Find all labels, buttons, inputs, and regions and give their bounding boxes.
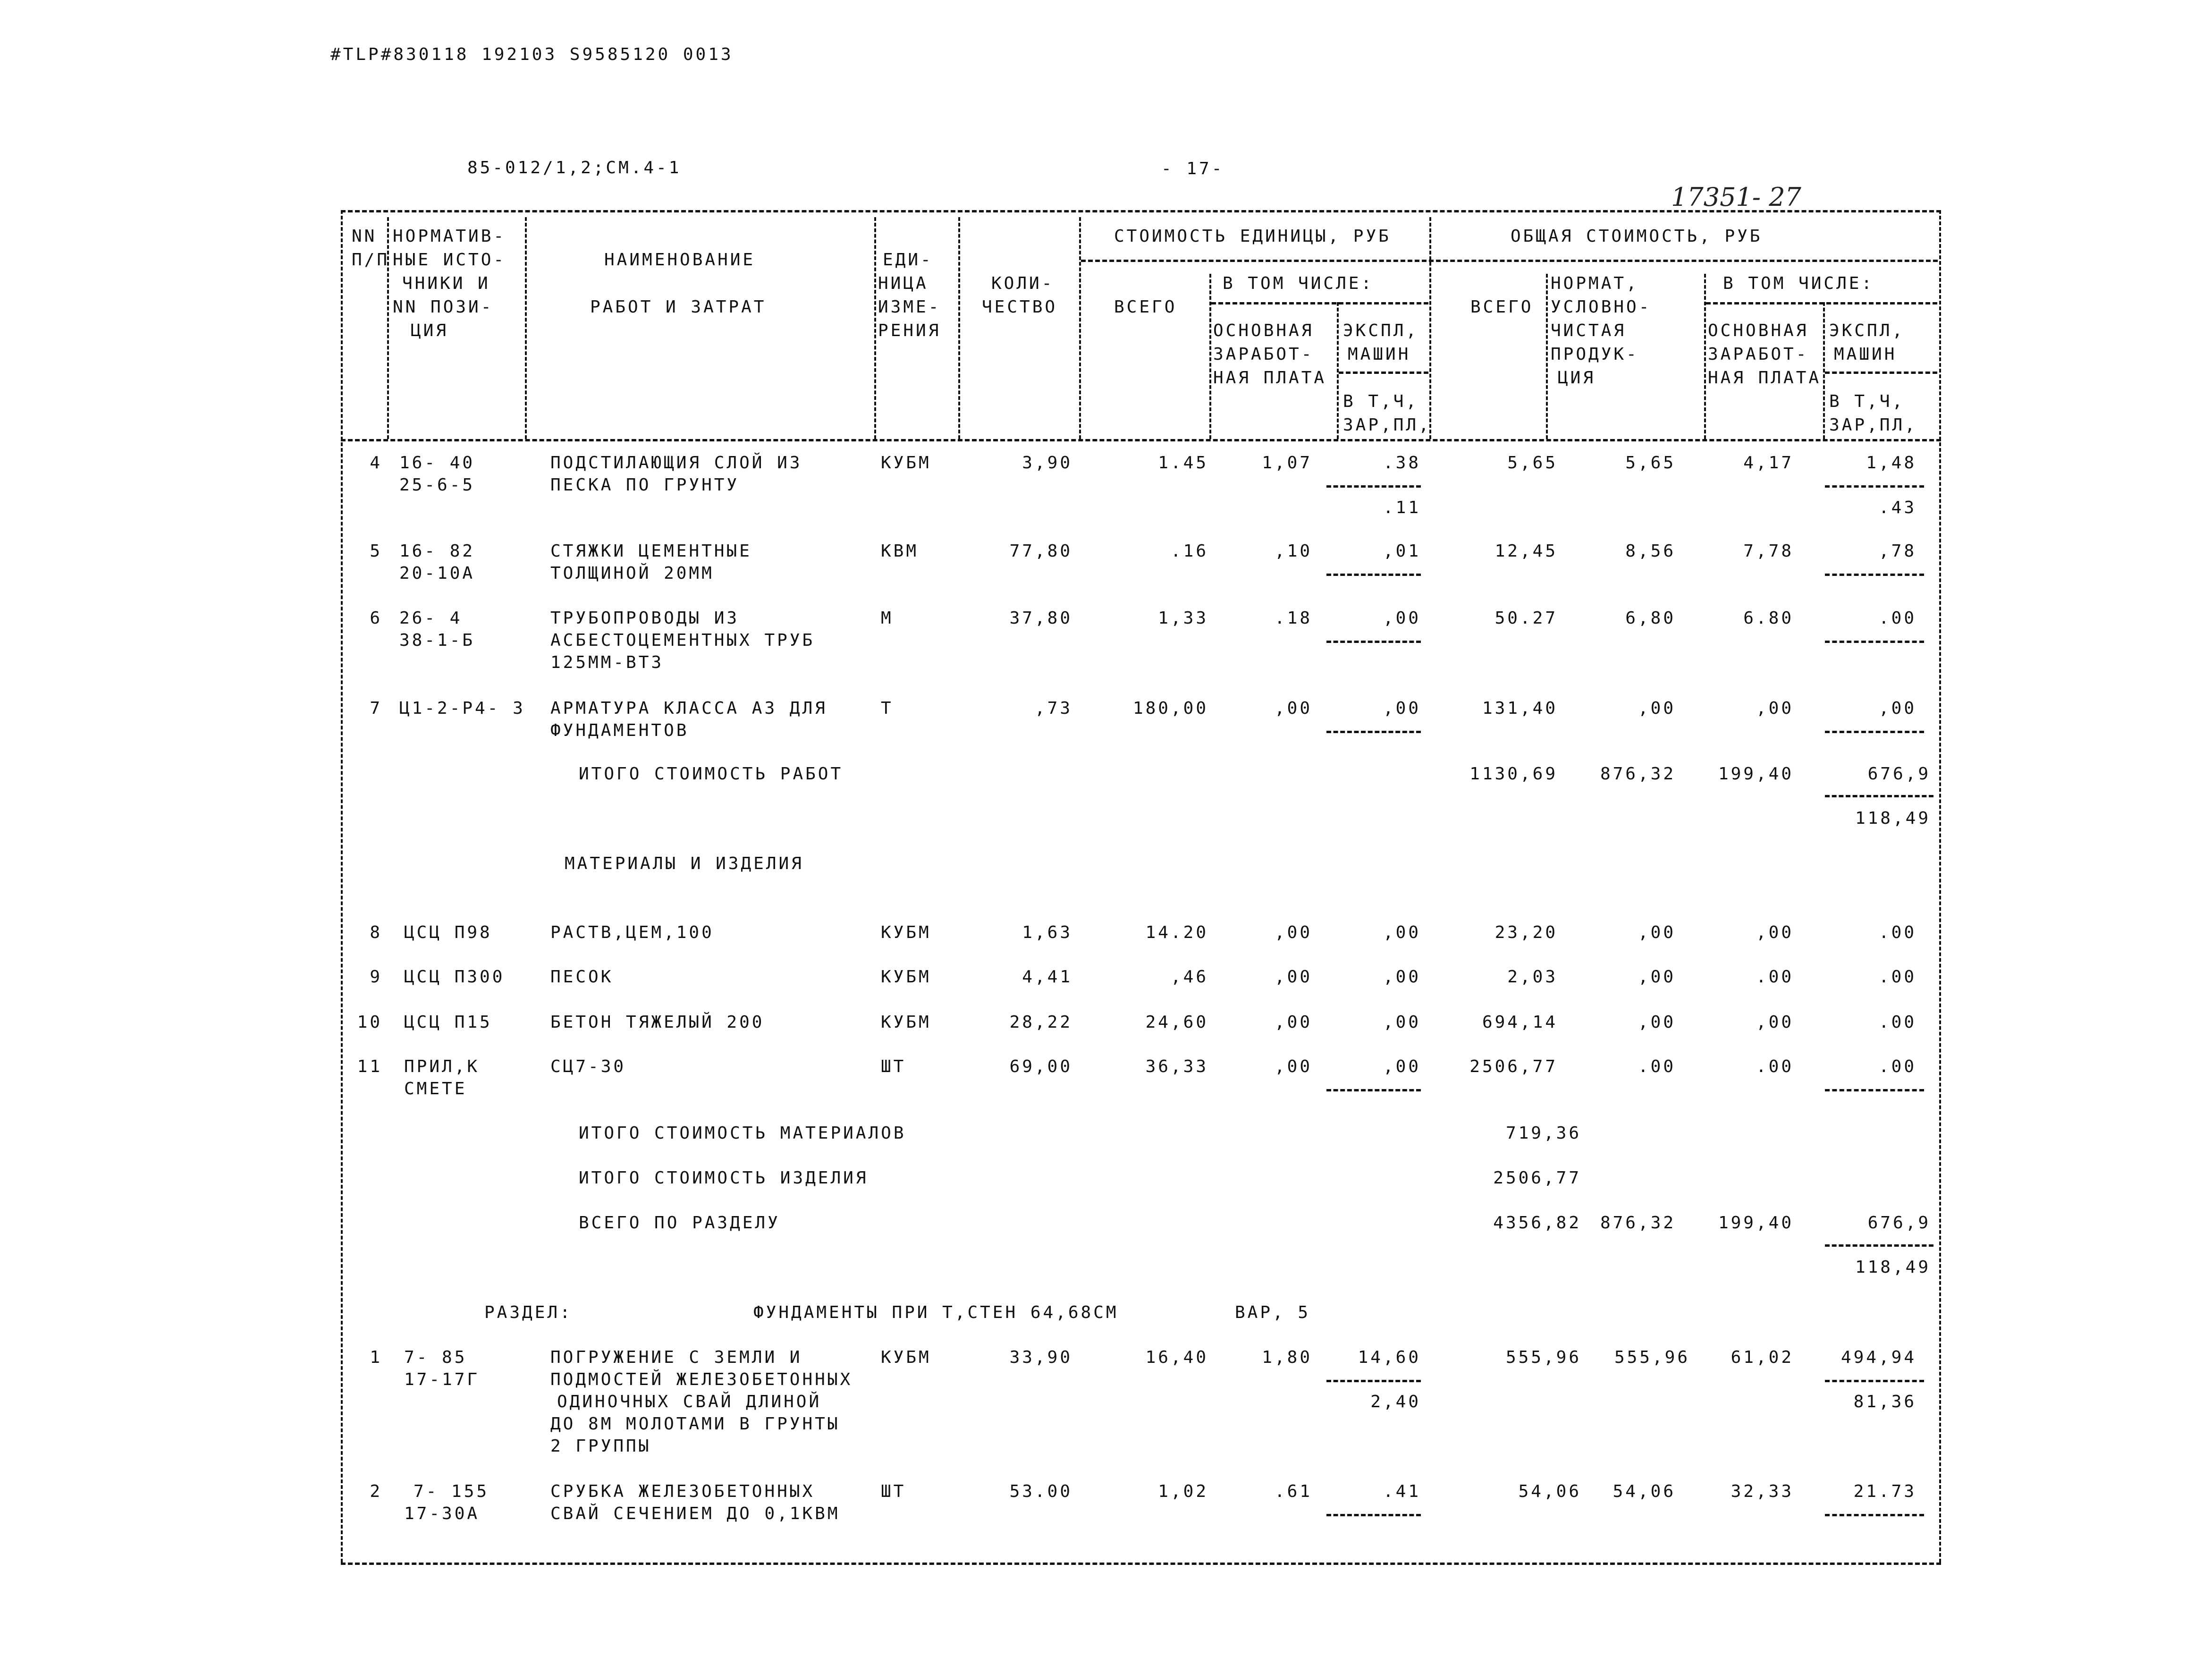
row-total-machines: .00	[1878, 608, 1917, 628]
row-unit-wages: ,00	[1274, 1057, 1312, 1076]
document-code-line: #TLP#830118 192103 S9585120 0013	[330, 45, 734, 64]
row-unit-machines: ,00	[1383, 699, 1421, 718]
subtotal-dash	[1825, 641, 1924, 643]
col-header-unit-cost: СТОИМОСТЬ ЕДИНИЦЫ, РУБ	[1114, 227, 1391, 246]
handwritten-number: 17351- 27	[1671, 182, 1801, 212]
row-name: ПОДМОСТЕЙ ЖЕЛЕЗОБЕТОННЫХ	[550, 1370, 853, 1389]
row-name: ПОГРУЖЕНИЕ С ЗЕМЛИ И	[550, 1348, 802, 1367]
subtotal-dash	[1326, 731, 1421, 733]
row-total-wages: .00	[1756, 1057, 1794, 1076]
row-total-machines: 494,94	[1841, 1348, 1917, 1367]
row-unit-machines: ,00	[1383, 608, 1421, 628]
subtotal-total: 1130,69	[1469, 764, 1558, 784]
row-code: ПРИЛ,К	[404, 1057, 480, 1076]
subtotal-dash	[1825, 574, 1924, 576]
row-unit-machines: ,01	[1383, 541, 1421, 561]
row-total-machines: 21.73	[1853, 1482, 1917, 1501]
row-unit-wages: ,00	[1274, 1013, 1312, 1032]
row-unit-machines: ,00	[1383, 967, 1421, 987]
col-header-unit: ЕДИ-	[883, 250, 933, 270]
row-unit: КУБМ	[881, 967, 931, 987]
subtotal-label: ИТОГО СТОИМОСТЬ РАБОТ	[579, 764, 844, 784]
row-qty: 53.00	[1009, 1482, 1072, 1501]
row-unit-machines: ,00	[1383, 923, 1421, 942]
row-unit: КВМ	[881, 541, 919, 561]
header-separator	[1823, 302, 1825, 439]
header-separator	[525, 217, 527, 439]
row-name: АРМАТУРА КЛАССА А3 ДЛЯ	[550, 699, 827, 718]
col-header-qty: КОЛИ-	[991, 274, 1055, 293]
row-unit: КУБМ	[881, 453, 931, 473]
subtotal-dash	[1825, 1244, 1933, 1247]
row-normat: ,00	[1638, 1013, 1676, 1032]
row-code: 20-10А	[399, 564, 475, 583]
row-name: СВАЙ СЕЧЕНИЕМ ДО 0,1КВМ	[550, 1504, 840, 1523]
col-header-nn: NN	[352, 227, 377, 246]
row-qty: ,73	[1034, 699, 1072, 718]
subtotal-label: ВСЕГО ПО РАЗДЕЛУ	[579, 1213, 780, 1233]
col-header-unit-machines: ЭКСПЛ,	[1343, 321, 1419, 340]
row-total-wages: 6.80	[1743, 608, 1794, 628]
row-unit-machines: ,00	[1383, 1057, 1421, 1076]
row-name: ФУНДАМЕНТОВ	[550, 721, 689, 740]
col-header-total-machines: МАШИН	[1834, 345, 1897, 364]
row-name: ТОЛЩИНОЙ 20ММ	[550, 564, 714, 583]
row-number: 8	[370, 923, 382, 942]
row-total: 131,40	[1482, 699, 1558, 718]
row-code: 7- 155	[414, 1482, 490, 1501]
row-code: ЦСЦ П98	[404, 923, 492, 942]
subtotal-normat: 876,32	[1600, 764, 1676, 784]
row-total: 2506,77	[1469, 1057, 1558, 1076]
row-unit-total: 1.45	[1158, 453, 1208, 473]
subtotal-normat: 876,32	[1600, 1213, 1676, 1233]
row-name: ПОДСТИЛАЮЩИЯ СЛОЙ ИЗ	[550, 453, 802, 473]
col-header-total-wages: ОСНОВНАЯ	[1708, 321, 1809, 340]
row-unit: ШТ	[881, 1057, 906, 1076]
row-unit: М	[881, 608, 894, 628]
row-total-wages: 7,78	[1743, 541, 1794, 561]
row-total-wages: 4,17	[1743, 453, 1794, 473]
row-unit-wages: 1,07	[1262, 453, 1312, 473]
row-total-machine-wages: .43	[1878, 498, 1917, 517]
subtotal-dash	[1326, 574, 1421, 576]
row-name: ОДИНОЧНЫХ СВАЙ ДЛИНОЙ	[557, 1392, 822, 1411]
row-total-wages: .00	[1756, 967, 1794, 987]
subtotal-label: ИТОГО СТОИМОСТЬ МАТЕРИАЛОВ	[579, 1124, 906, 1143]
materials-heading: МАТЕРИАЛЫ И ИЗДЕЛИЯ	[565, 854, 804, 873]
subtotal-dash	[1825, 1380, 1924, 1382]
col-header-nn: П/П	[352, 250, 390, 270]
row-code: 26- 4	[399, 608, 463, 628]
row-unit-total: 14.20	[1145, 923, 1208, 942]
subtotal-total: 719,36	[1505, 1124, 1581, 1143]
row-normat: 54,06	[1613, 1482, 1676, 1501]
row-normat: 5,65	[1625, 453, 1676, 473]
row-unit-total: 180,00	[1132, 699, 1208, 718]
row-number: 4	[370, 453, 382, 473]
row-qty: 77,80	[1009, 541, 1072, 561]
col-header-including: В ТОМ ЧИСЛЕ:	[1723, 274, 1874, 293]
row-total: 555,96	[1505, 1348, 1581, 1367]
row-code: 38-1-Б	[399, 631, 475, 650]
row-total: 2,03	[1507, 967, 1558, 987]
col-header-source: ЧНИКИ И	[402, 274, 490, 293]
row-unit-total: .16	[1170, 541, 1208, 561]
row-code: СМЕТЕ	[404, 1079, 467, 1098]
row-number: 11	[357, 1057, 382, 1076]
table-left-border	[341, 210, 343, 1563]
table-top-border	[341, 210, 1941, 212]
col-header-unit-machines: МАШИН	[1348, 345, 1411, 364]
row-unit: Т	[881, 699, 894, 718]
col-header-unit-wages: ЗАРАБОТ-	[1213, 345, 1314, 364]
col-header-total-total: ВСЕГО	[1470, 297, 1534, 317]
row-unit-wages: ,00	[1274, 699, 1312, 718]
col-header-source: НЫЕ ИСТО-	[393, 250, 507, 270]
header-subline	[1339, 372, 1428, 374]
row-qty: 37,80	[1009, 608, 1072, 628]
row-number: 9	[370, 967, 382, 987]
header-separator	[1429, 217, 1431, 439]
row-unit: КУБМ	[881, 1348, 931, 1367]
col-header-unit-machine-wages: ЗАР,ПЛ,	[1343, 415, 1431, 435]
row-number: 10	[357, 1013, 382, 1032]
header-separator	[1079, 217, 1081, 439]
subtotal-machine-wages: 118,49	[1855, 1258, 1931, 1277]
row-total: 12,45	[1494, 541, 1558, 561]
subtotal-wages: 199,40	[1718, 1213, 1794, 1233]
row-total-wages: ,00	[1756, 699, 1794, 718]
row-name: БЕТОН ТЯЖЕЛЫЙ 200	[550, 1013, 765, 1032]
row-normat: ,00	[1638, 967, 1676, 987]
header-separator	[1337, 302, 1339, 439]
row-total-wages: ,00	[1756, 923, 1794, 942]
row-unit-wages: 1,80	[1262, 1348, 1312, 1367]
header-separator	[958, 217, 960, 439]
row-qty: 69,00	[1009, 1057, 1072, 1076]
row-qty: 3,90	[1022, 453, 1072, 473]
row-code: 16- 82	[399, 541, 475, 561]
subtotal-machines: 676,9	[1867, 764, 1931, 784]
subtotal-dash	[1825, 1089, 1924, 1091]
row-unit-machines: .41	[1383, 1482, 1421, 1501]
col-header-normat: ЧИСТАЯ	[1551, 321, 1627, 340]
col-header-normat: ЦИЯ	[1558, 368, 1596, 388]
row-unit-total: 1,02	[1158, 1482, 1208, 1501]
row-unit: ШТ	[881, 1482, 906, 1501]
row-total-machines: .00	[1878, 1013, 1917, 1032]
subtotal-total: 4356,82	[1493, 1213, 1581, 1233]
row-unit-machine-wages: .11	[1383, 498, 1421, 517]
row-code: 16- 40	[399, 453, 475, 473]
row-total-machines: ,00	[1878, 699, 1917, 718]
row-name: 125ММ-ВТЗ	[550, 653, 664, 672]
row-unit-total: 1,33	[1158, 608, 1208, 628]
row-name: СРУБКА ЖЕЛЕЗОБЕТОННЫХ	[550, 1482, 815, 1501]
row-unit-total: 16,40	[1145, 1348, 1208, 1367]
row-name: СТЯЖКИ ЦЕМЕНТНЫЕ	[550, 541, 752, 561]
row-unit-wages: ,00	[1274, 923, 1312, 942]
col-header-name: РАБОТ И ЗАТРАТ	[590, 297, 767, 317]
col-header-total-machines: ЭКСПЛ,	[1829, 321, 1905, 340]
row-normat: 6,80	[1625, 608, 1676, 628]
row-code: 25-6-5	[399, 475, 475, 495]
col-header-unit-total: ВСЕГО	[1114, 297, 1177, 317]
row-name: 2 ГРУППЫ	[550, 1436, 651, 1456]
row-name: ПЕСОК	[550, 967, 614, 987]
header-bottom-border	[341, 439, 1941, 441]
subtotal-wages: 199,40	[1718, 764, 1794, 784]
subtotal-dash	[1326, 485, 1421, 488]
row-unit-machines: 14,60	[1358, 1348, 1421, 1367]
section-variant: ВАР, 5	[1235, 1303, 1311, 1322]
row-unit-machines: ,00	[1383, 1013, 1421, 1032]
subtotal-dash	[1825, 485, 1924, 488]
col-header-normat: НОРМАТ,	[1551, 274, 1639, 293]
row-code: 17-17Г	[404, 1370, 480, 1389]
col-header-name: НАИМЕНОВАНИЕ	[604, 250, 756, 270]
estimate-reference: 85-012/1,2;СМ.4-1	[467, 158, 682, 177]
row-total-machines: ,78	[1878, 541, 1917, 561]
row-unit-total: ,46	[1170, 967, 1208, 987]
row-normat: .00	[1638, 1057, 1676, 1076]
header-separator	[1209, 274, 1211, 439]
row-name: АСБЕСТОЦЕМЕНТНЫХ ТРУБ	[550, 631, 815, 650]
row-name: РАСТВ,ЦЕМ,100	[550, 923, 714, 942]
row-name: ТРУБОПРОВОДЫ ИЗ	[550, 608, 740, 628]
row-unit-machines: .38	[1383, 453, 1421, 473]
header-separator	[874, 217, 876, 439]
header-subline	[1706, 302, 1937, 304]
section-label: РАЗДЕЛ:	[484, 1303, 573, 1322]
table-bottom-border	[341, 1563, 1941, 1565]
row-unit-total: 36,33	[1145, 1057, 1208, 1076]
col-header-unit-machine-wages: В Т,Ч,	[1343, 392, 1419, 411]
row-qty: 1,63	[1022, 923, 1072, 942]
col-header-unit: ИЗМЕ-	[878, 297, 941, 317]
row-qty: 4,41	[1022, 967, 1072, 987]
row-number: 7	[370, 699, 382, 718]
col-header-unit-wages: НАЯ ПЛАТА	[1213, 368, 1327, 388]
row-code: ЦСЦ П15	[404, 1013, 492, 1032]
col-header-unit: РЕНИЯ	[878, 321, 941, 340]
row-unit-wages: .61	[1274, 1482, 1312, 1501]
col-header-total-wages: НАЯ ПЛАТА	[1708, 368, 1822, 388]
subtotal-machine-wages: 118,49	[1855, 809, 1931, 828]
header-subline	[1211, 302, 1428, 304]
col-header-qty: ЧЕСТВО	[982, 297, 1058, 317]
row-total: 694,14	[1482, 1013, 1558, 1032]
page-number: - 17-	[1161, 159, 1224, 178]
subtotal-machines: 676,9	[1867, 1213, 1931, 1233]
row-unit: КУБМ	[881, 923, 931, 942]
header-subline	[1825, 372, 1937, 374]
row-normat: 555,96	[1614, 1348, 1690, 1367]
row-unit-machine-wages: 2,40	[1370, 1392, 1421, 1411]
row-total-wages: ,00	[1756, 1013, 1794, 1032]
row-name: СЦ7-30	[550, 1057, 626, 1076]
row-total-wages: 32,33	[1731, 1482, 1794, 1501]
row-qty: 28,22	[1009, 1013, 1072, 1032]
row-normat: ,00	[1638, 699, 1676, 718]
row-code: 17-30А	[404, 1504, 480, 1523]
row-name: ДО 8М МОЛОТАМИ В ГРУНТЫ	[550, 1414, 840, 1434]
row-total-machines: .00	[1878, 923, 1917, 942]
row-unit-wages: .18	[1274, 608, 1312, 628]
row-total-machines: .00	[1878, 1057, 1917, 1076]
col-header-total-machine-wages: В Т,Ч,	[1829, 392, 1905, 411]
subtotal-dash	[1326, 1089, 1421, 1091]
row-unit-total: 24,60	[1145, 1013, 1208, 1032]
col-header-unit: НИЦА	[878, 274, 929, 293]
row-total-machines: .00	[1878, 967, 1917, 987]
subtotal-dash	[1326, 1514, 1421, 1516]
header-subline	[1081, 260, 1938, 262]
col-header-unit-wages: ОСНОВНАЯ	[1213, 321, 1314, 340]
table-right-border	[1939, 210, 1941, 1563]
row-number: 1	[370, 1348, 382, 1367]
col-header-source: НОРМАТИВ-	[393, 227, 507, 246]
row-total-machines: 1,48	[1866, 453, 1917, 473]
row-total: 50.27	[1494, 608, 1558, 628]
col-header-source: NN ПОЗИ-	[393, 297, 494, 317]
row-number: 6	[370, 608, 382, 628]
row-qty: 33,90	[1009, 1348, 1072, 1367]
col-header-total-wages: ЗАРАБОТ-	[1708, 345, 1809, 364]
section-title: ФУНДАМЕНТЫ ПРИ Т,СТЕН 64,68СМ	[753, 1303, 1119, 1322]
subtotal-dash	[1825, 731, 1924, 733]
col-header-total-cost: ОБЩАЯ СТОИМОСТЬ, РУБ	[1511, 227, 1763, 246]
row-code: 7- 85	[404, 1348, 467, 1367]
row-unit-wages: ,10	[1274, 541, 1312, 561]
row-total-wages: 61,02	[1731, 1348, 1794, 1367]
col-header-source: ЦИЯ	[411, 321, 449, 340]
row-normat: ,00	[1638, 923, 1676, 942]
row-unit: КУБМ	[881, 1013, 931, 1032]
row-total: 23,20	[1494, 923, 1558, 942]
row-unit-wages: ,00	[1274, 967, 1312, 987]
row-code: Ц1-2-Р4- 3	[399, 699, 525, 718]
row-code: ЦСЦ П300	[404, 967, 505, 987]
row-number: 2	[370, 1482, 382, 1501]
subtotal-dash	[1326, 641, 1421, 643]
col-header-total-machine-wages: ЗАР,ПЛ,	[1829, 415, 1917, 435]
col-header-including: В ТОМ ЧИСЛЕ:	[1223, 274, 1374, 293]
subtotal-dash	[1326, 1380, 1421, 1382]
row-name: ПЕСКА ПО ГРУНТУ	[550, 475, 740, 495]
row-number: 5	[370, 541, 382, 561]
header-separator	[1546, 274, 1548, 439]
subtotal-label: ИТОГО СТОИМОСТЬ ИЗДЕЛИЯ	[579, 1168, 869, 1188]
row-total: 54,06	[1518, 1482, 1581, 1501]
subtotal-dash	[1825, 1514, 1924, 1516]
col-header-normat: УСЛОВНО-	[1551, 297, 1652, 317]
header-separator	[1704, 274, 1706, 439]
col-header-normat: ПРОДУК-	[1551, 345, 1639, 364]
subtotal-total: 2506,77	[1493, 1168, 1581, 1188]
subtotal-dash	[1825, 795, 1933, 797]
row-total-machine-wages: 81,36	[1853, 1392, 1917, 1411]
row-normat: 8,56	[1625, 541, 1676, 561]
row-total: 5,65	[1507, 453, 1558, 473]
